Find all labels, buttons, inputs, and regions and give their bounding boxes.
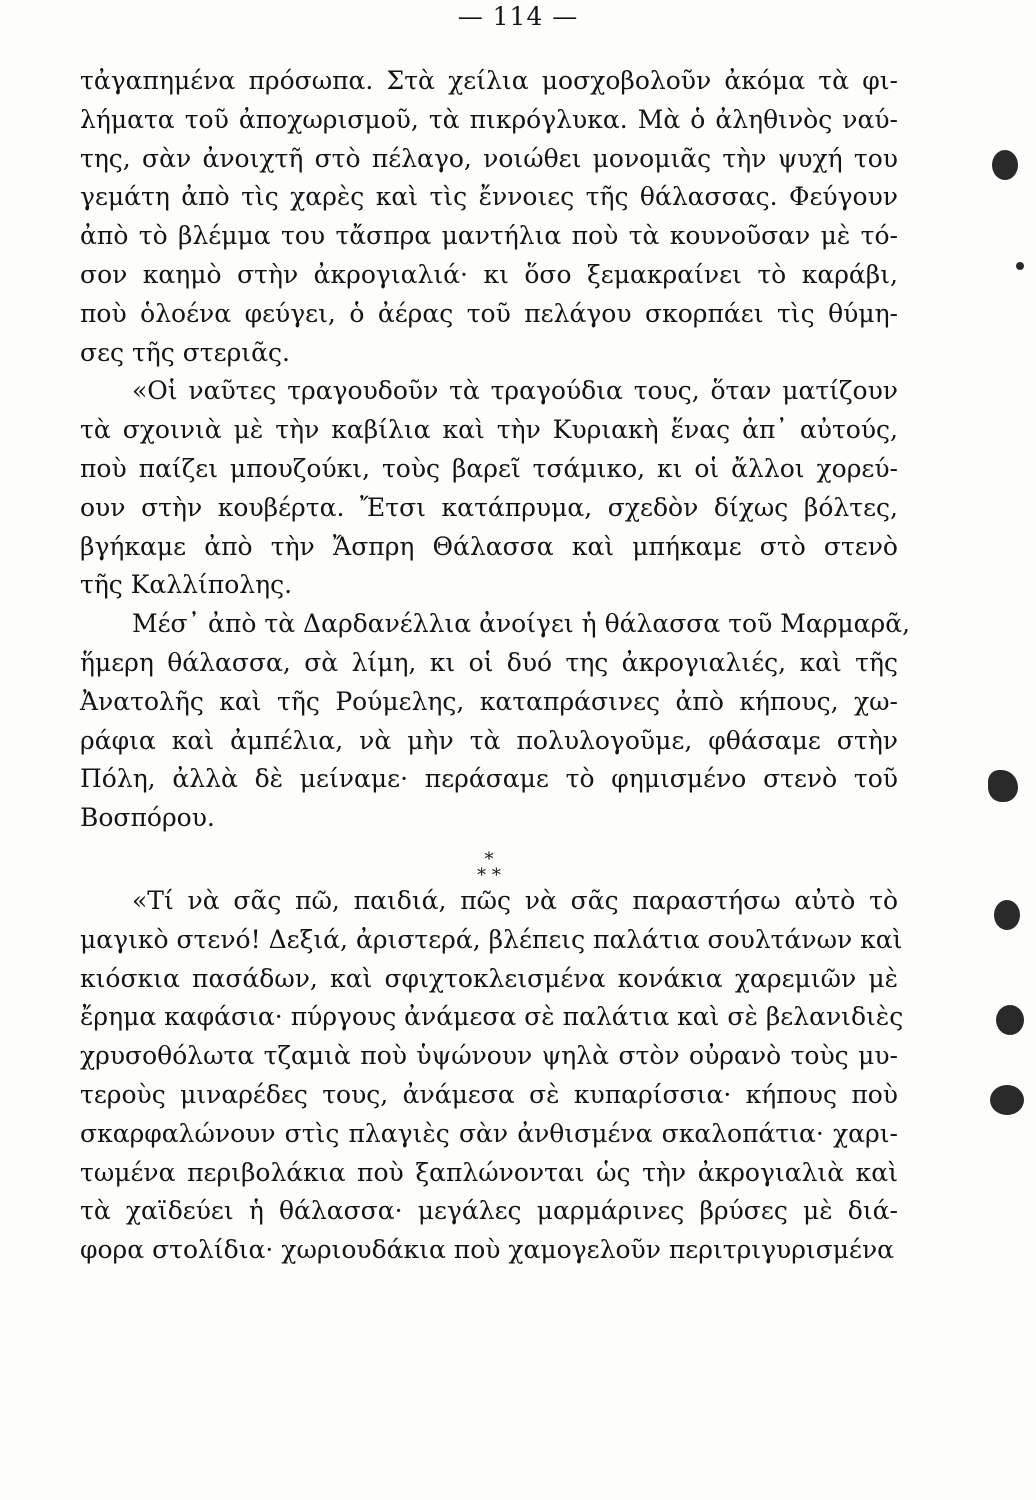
section-separator	[80, 838, 898, 886]
text-line: ράφια καὶ ἀμπέλια, νὰ μὴν τὰ πολυλογοῦμε, φθάσαμε στὴν	[80, 725, 898, 755]
binding-hole	[988, 770, 1018, 802]
text-line: της, σὰν ἀνοιχτῆ στὸ πέλαγο, νοιώθει μονομιᾶς τὴν ψυχή του	[80, 143, 898, 173]
text-line: ουν στὴν κουβέρτα. Ἔτσι κατάπρυμα, σχεδὸν δίχως βόλτες,	[80, 492, 898, 522]
text-line: τἀγαπημένα πρόσωπα. Στὰ χείλια μοσχοβολοῦν ἀκόμα τὰ φι-	[80, 66, 898, 95]
binding-holes	[980, 0, 1036, 1500]
text-line: φορα στολίδια· χωριουδάκια ποὺ χαμογελοῦν περιτριγυρισμένα	[80, 1235, 895, 1265]
text-line: ἥμερη θάλασσα, σὰ λίμη, κι οἱ δυό της ἀκρογιαλιές, καὶ τῆς	[80, 647, 898, 677]
separator-star-top: *	[484, 848, 494, 870]
text-line: Μέσ᾽ ἀπὸ τὰ Δαρδανέλλια ἀνοίγει ἡ θάλασσα τοῦ Μαρμαρᾶ,	[132, 609, 911, 639]
text-line: σες τῆς στεριᾶς.	[80, 337, 290, 367]
text-line: «Οἱ ναῦτες τραγουδοῦν τὰ τραγούδια τους, ὅταν ματίζουν	[132, 376, 898, 406]
text-line: ἔρημα καφάσια· πύργους ἀνάμεσα σὲ παλάτια καὶ σὲ βελανιδιὲς	[80, 1002, 904, 1032]
text-line: μαγικὸ στενό! Δεξιά, ἀριστερά, βλέπεις παλάτια σουλτάνων καὶ	[80, 924, 903, 954]
binding-hole	[990, 1085, 1024, 1115]
text-line: Ἀνατολῆς καὶ τῆς Ρούμελης, καταπράσινες ἀπὸ κήπους, χω-	[80, 686, 898, 716]
text-line: «Τί νὰ σᾶς πῶ, παιδιά, πῶς νὰ σᾶς παραστήσω αὐτὸ τὸ	[132, 885, 898, 915]
page-number: — 114 —	[457, 2, 579, 31]
paragraph	[80, 605, 911, 838]
text-line: Πόλη, ἀλλὰ δὲ μείναμε· περάσαμε τὸ φημισμένο στενὸ τοῦ	[80, 764, 898, 794]
text-line: κιόσκια πασάδων, καὶ σφιχτοκλεισμένα κονάκια χαρεμιῶν μὲ	[80, 963, 898, 993]
binding-hole	[1016, 262, 1024, 270]
text-line: σκαρφαλώνουν στὶς πλαγιὲς σὰν ἀνθισμένα σκαλοπάτια· χαρι-	[80, 1118, 898, 1148]
binding-hole	[994, 900, 1020, 930]
text-line: τωμένα περιβολάκια ποὺ ξαπλώνονται ὡς τὴν ἀκρογιαλιὰ καὶ	[80, 1157, 898, 1187]
paragraph	[80, 882, 904, 1270]
text-line: ποὺ ὁλοένα φεύγει, ὁ ἀέρας τοῦ πελάγου σκορπάει τὶς θύμη-	[80, 298, 898, 328]
text-line: τὰ χαϊδεύει ἡ θάλασσα· μεγάλες μαρμάρινες βρύσες μὲ διά-	[80, 1196, 898, 1226]
text-line: λήματα τοῦ ἀποχωρισμοῦ, τὰ πικρόγλυκα. Μὰ ὁ ἀληθινὸς ναύ-	[80, 104, 898, 134]
binding-hole	[992, 150, 1018, 180]
text-line: ποὺ παίζει μπουζούκι, τοὺς βαρεῖ τσάμικο, κι οἱ ἄλλοι χορεύ-	[80, 453, 898, 483]
binding-hole	[996, 1005, 1024, 1035]
text-line: χρυσοθόλωτα τζαμιὰ ποὺ ὑψώνουν ψηλὰ στὸν οὐρανὸ τοὺς μυ-	[80, 1041, 898, 1071]
text-line: σον καημὸ στὴν ἀκρογιαλιά· κι ὅσο ξεμακραίνει τὸ καράβι,	[80, 259, 898, 289]
paragraph	[80, 62, 898, 372]
text-line: Βοσπόρου.	[80, 803, 215, 833]
text-line: ἀπὸ τὸ βλέμμα του τἄσπρα μαντήλια ποὺ τὰ κουνοῦσαν μὲ τό-	[80, 221, 898, 251]
text-line: γεμάτη ἀπὸ τὶς χαρὲς καὶ τὶς ἔννοιες τῆς θάλασσας. Φεύγουν	[80, 182, 898, 212]
page-body	[80, 62, 911, 1270]
text-line: τῆς Καλλίπολης.	[80, 570, 293, 600]
separator-stars-bottom: * *	[477, 864, 501, 886]
text-line: τεροὺς μιναρέδες τους, ἀνάμεσα σὲ κυπαρίσσια· κήπους ποὺ	[80, 1079, 898, 1109]
text-line: βγήκαμε ἀπὸ τὴν Ἄσπρη Θάλασσα καὶ μπήκαμε στὸ στενὸ	[80, 531, 898, 561]
text-line: τὰ σχοινιὰ μὲ τὴν καβίλια καὶ τὴν Κυριακὴ ἕνας ἀπ᾽ αὐτούς,	[80, 415, 898, 445]
paragraph	[80, 372, 898, 605]
